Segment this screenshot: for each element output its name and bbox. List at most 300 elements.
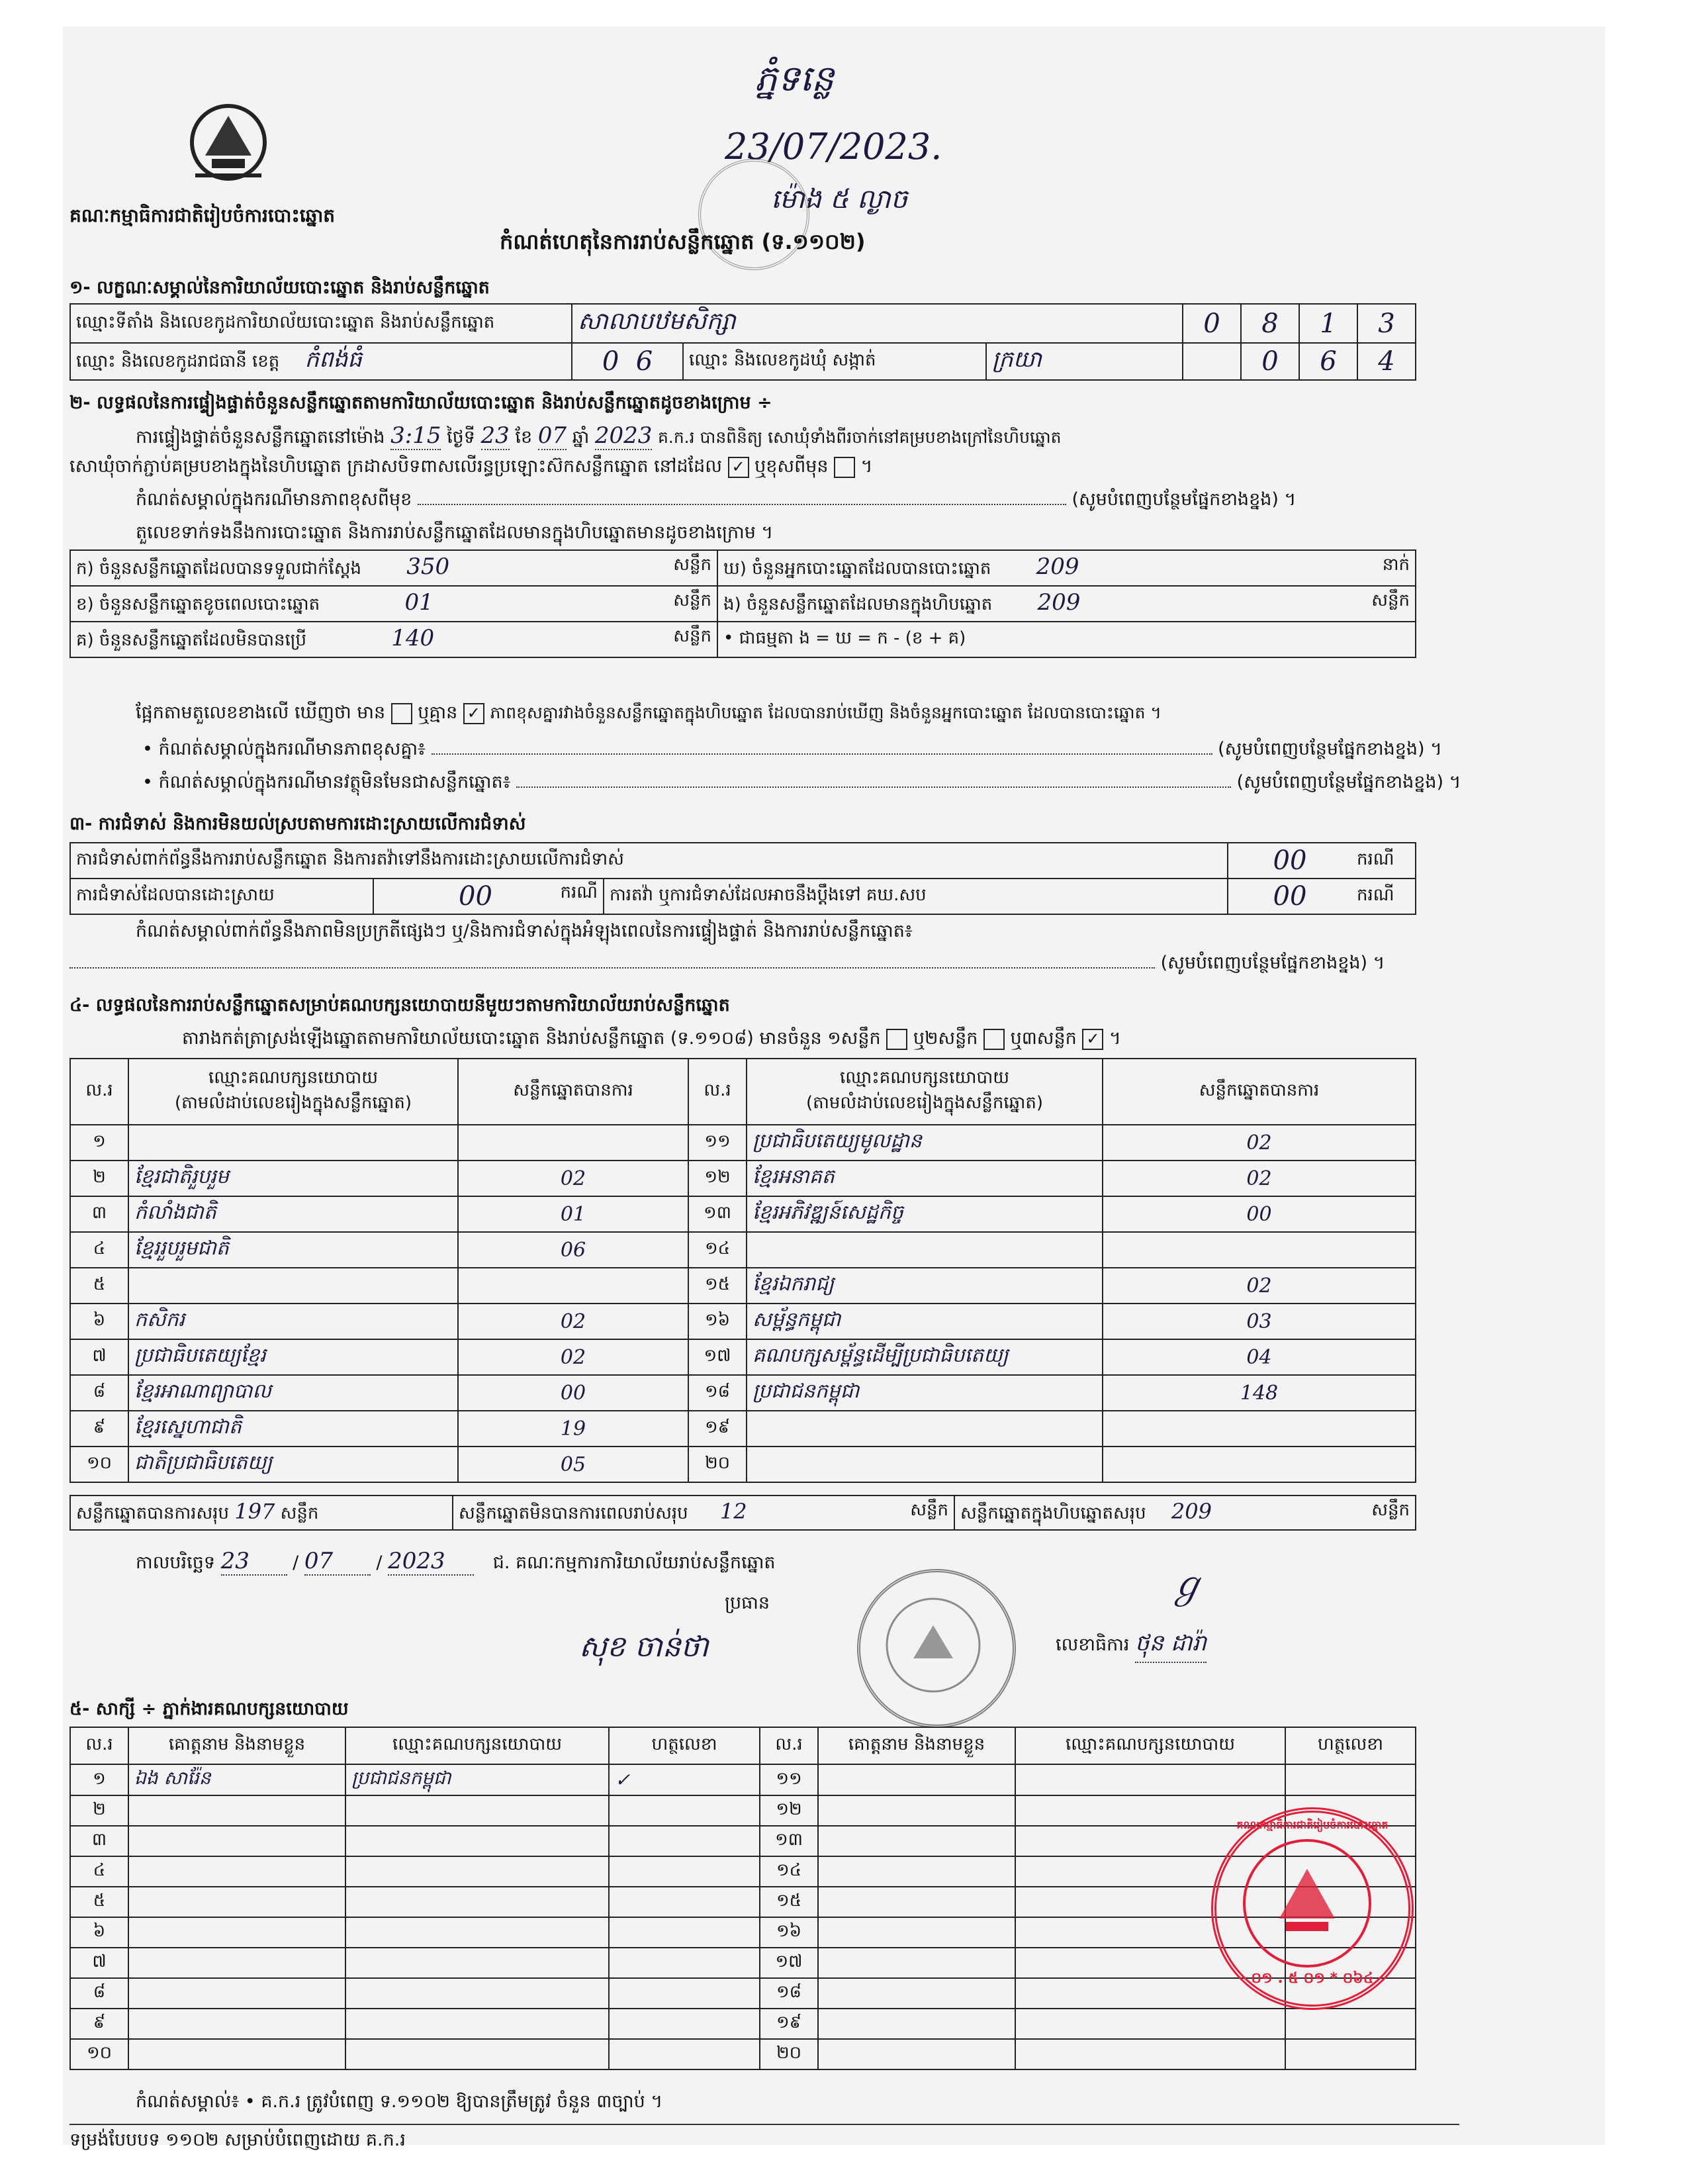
witness-no-right: ១២ xyxy=(760,1795,818,1826)
secretary-name: ថុន ដារ៉ា xyxy=(1135,1629,1207,1663)
h-votes-left: សន្លឹកឆ្នោតបានការ xyxy=(458,1059,688,1125)
witness-name-left xyxy=(128,1948,345,1978)
h-party-right-1: ឈ្មោះគណបក្សនយោបាយ xyxy=(840,1068,1009,1088)
sec3-note-field[interactable] xyxy=(69,967,1155,969)
witness-sign-left xyxy=(609,2009,760,2039)
appeal-label: ការតវ៉ា ឬការជំទាស់ដែលអាចនឹងប្តឹងទៅ គឃ.សប xyxy=(604,878,1228,914)
witness-sign-left xyxy=(609,1978,760,2009)
date-year: 2023 xyxy=(388,1548,474,1576)
commune-value: ក្រយា xyxy=(986,343,1183,380)
result-votes-right: 04 xyxy=(1103,1339,1416,1375)
date-day: 23 xyxy=(221,1548,287,1576)
result-votes-left: 01 xyxy=(458,1196,688,1232)
witness-no-right: ១៧ xyxy=(760,1948,818,1978)
result-no-left: ១០ xyxy=(70,1447,128,1482)
sheet1-checkbox[interactable] xyxy=(886,1029,907,1050)
objection-unit: ករណី xyxy=(1351,843,1416,878)
result-no-right: ១៣ xyxy=(688,1196,747,1232)
total-invalid-value: 12 xyxy=(719,1498,747,1524)
count-b-value: 01 xyxy=(404,589,433,616)
count-a-value: 350 xyxy=(406,553,450,580)
witness-no-left: ១០ xyxy=(70,2039,128,2069)
date-line: កាលបរិច្ឆេទ 23 / 07 / 2023 ជ. គណៈកម្មការការិយាល័យរាប់សន្លឹកឆ្នោត xyxy=(136,1548,776,1574)
result-votes-left xyxy=(458,1268,688,1304)
result-votes-left: 02 xyxy=(458,1161,688,1196)
witness-row xyxy=(70,1826,1416,1856)
counts-table xyxy=(69,549,1416,658)
total-valid-label: សន្លឹកឆ្នោតបានការសរុប xyxy=(76,1503,230,1523)
sec1-title: ១- លក្ខណៈសម្គាល់នៃការិយាល័យបោះឆ្នោត និងរាប់សន្លឹកឆ្នោត xyxy=(69,277,490,298)
witness-row xyxy=(70,1948,1416,1978)
witness-name-right[interactable] xyxy=(818,1978,1015,2009)
result-row xyxy=(70,1232,1416,1268)
w-h-sign-right: ហត្ថលេខា xyxy=(1285,1727,1416,1764)
resolved-value: 00 xyxy=(459,881,492,912)
count-d-label: ឃ) ចំនួនអ្នកបោះឆ្នោតដែលបានបោះឆ្នោត xyxy=(723,559,991,579)
total-box-label: សន្លឹកឆ្នោតក្នុងហិបឆ្នោតសរុប xyxy=(960,1503,1146,1523)
result-votes-left: 06 xyxy=(458,1232,688,1268)
result-party-left xyxy=(128,1268,458,1304)
red-stamp-number: ០១ . ៥ ០១ * ០៦៤ xyxy=(1251,1970,1374,1987)
witness-no-left: ៩ xyxy=(70,2009,128,2039)
witness-name-left xyxy=(128,1856,345,1887)
witness-party-left xyxy=(345,1978,609,2009)
resolved-label: ការជំទាស់ដែលបានដោះស្រាយ xyxy=(70,878,373,914)
result-row xyxy=(70,1268,1416,1304)
station-code-4: 3 xyxy=(1357,304,1416,343)
witness-no-right: ១៨ xyxy=(760,1978,818,2009)
sec3-note-line xyxy=(69,952,1385,978)
witness-row xyxy=(70,1764,1416,1795)
witness-name-left xyxy=(128,1826,345,1856)
total-valid-value: 197 xyxy=(234,1498,275,1524)
witness-name-right[interactable] xyxy=(818,1887,1015,1917)
count-e-unit: សន្លឹក xyxy=(1371,591,1410,610)
result-no-right: ១៥ xyxy=(688,1268,747,1304)
h-no-left: ល.រ xyxy=(70,1059,128,1125)
result-no-right: ១៦ xyxy=(688,1304,747,1339)
diff-none-label: ឬគ្មាន xyxy=(418,702,458,723)
h-party-left-2: (តាមលំដាប់លេខរៀងក្នុងសន្លឹកឆ្នោត) xyxy=(174,1093,412,1113)
witness-party-right[interactable] xyxy=(1015,1764,1285,1795)
w-h-sign-left: ហត្ថលេខា xyxy=(609,1727,760,1764)
count-a-label: ក) ចំនួនសន្លឹកឆ្នោតដែលបានទទួលជាក់ស្តែង xyxy=(76,559,362,579)
witness-sign-right[interactable] xyxy=(1285,2009,1416,2039)
witness-name-left xyxy=(128,1887,345,1917)
h-party-left-1: ឈ្មោះគណបក្សនយោបាយ xyxy=(208,1068,378,1088)
result-votes-right: 00 xyxy=(1103,1196,1416,1232)
sec3-note-fill: (សូមបំពេញបន្ថែមផ្នែកខាងខ្នង) ។ xyxy=(1160,953,1385,973)
committee-label: ជ. គណៈកម្មការការិយាល័យរាប់សន្លឹកឆ្នោត xyxy=(492,1552,776,1573)
result-no-right: ១១ xyxy=(688,1125,747,1161)
result-no-right: ១៤ xyxy=(688,1232,747,1268)
total-box-value: 209 xyxy=(1171,1498,1212,1524)
check-month: 07 xyxy=(537,422,567,449)
result-no-left: ១ xyxy=(70,1125,128,1161)
station-value: សាលាបឋមសិក្សា xyxy=(572,304,1183,343)
province-code-1: 0 xyxy=(602,346,619,377)
secretary-signature: ℊ xyxy=(1168,1564,1205,1607)
bullet1-label: • កំណត់សម្គាល់ក្នុងករណីមានភាពខុសគ្នា៖ xyxy=(142,739,426,759)
total-valid xyxy=(70,1496,453,1530)
witness-sign-right[interactable] xyxy=(1285,2039,1416,2069)
diff-has-checkbox[interactable] xyxy=(391,703,412,724)
sec2-bullet2 xyxy=(142,771,1461,797)
h-party-right xyxy=(747,1059,1103,1125)
result-party-right: ប្រជាធិបតេយ្យមូលដ្ឋាន xyxy=(747,1125,1103,1161)
sec3-title: ៣- ការជំទាស់ និងការមិនយល់ស្របតាមការដោះស្រាយលើការជំទាស់ xyxy=(69,814,526,834)
w-h-name-right: គោត្តនាម និងនាមខ្លួន xyxy=(818,1727,1015,1764)
result-votes-right: 02 xyxy=(1103,1161,1416,1196)
same-checkbox[interactable]: ✓ xyxy=(728,457,749,478)
w-h-party-right: ឈ្មោះគណបក្សនយោបាយ xyxy=(1015,1727,1285,1764)
count-d-unit: នាក់ xyxy=(1382,555,1410,575)
red-nec-stamp xyxy=(1211,1807,1414,2010)
changed-checkbox[interactable] xyxy=(834,457,855,478)
witness-sign-left xyxy=(609,1856,760,1887)
result-party-left: ខ្មែរអាណាព្យាបាល xyxy=(128,1375,458,1411)
secretary-label: លេខាធិការ xyxy=(1056,1635,1130,1655)
result-party-right: ប្រជាជនកម្ពុជា xyxy=(747,1375,1103,1411)
result-party-left: ខ្មែរជាតិរួបរួម xyxy=(128,1161,458,1196)
result-party-left: ប្រជាធិបតេយ្យខ្មែរ xyxy=(128,1339,458,1375)
province-label-text: ឈ្មោះ និងលេខកូដរាជធានី ខេត្ត xyxy=(76,352,280,371)
witness-sign-right[interactable] xyxy=(1285,1764,1416,1795)
total-invalid xyxy=(453,1496,954,1530)
witness-no-left: ៥ xyxy=(70,1887,128,1917)
total-box xyxy=(954,1496,1416,1530)
sec1-table xyxy=(69,303,1416,381)
sec3-table xyxy=(69,842,1416,915)
commune-code-3: 4 xyxy=(1357,343,1416,380)
total-invalid-unit: សន្លឹក xyxy=(910,1499,948,1520)
result-votes-left: 05 xyxy=(458,1447,688,1482)
w-h-name-left: គោត្តនាម និងនាមខ្លួន xyxy=(128,1727,345,1764)
sec2-text1c: ខែ xyxy=(515,427,533,448)
result-row xyxy=(70,1161,1416,1196)
witness-party-left: ប្រជាជនកម្ពុជា xyxy=(345,1764,609,1795)
w-h-party-left: ឈ្មោះគណបក្សនយោបាយ xyxy=(345,1727,609,1764)
witness-name-left xyxy=(128,2009,345,2039)
result-row xyxy=(70,1447,1416,1482)
secretary-line xyxy=(1056,1629,1207,1663)
date-month: 07 xyxy=(304,1548,371,1576)
count-b xyxy=(70,586,717,622)
result-no-left: ២ xyxy=(70,1161,128,1196)
objection-label: ការជំទាស់ពាក់ព័ន្ធនឹងការរាប់សន្លឹកឆ្នោត និងការតវ៉ាទៅនឹងការដោះស្រាយលើការជំទាស់ xyxy=(70,843,1228,878)
witness-sign-left xyxy=(609,1917,760,1948)
witness-party-left xyxy=(345,1795,609,1826)
bullet1-field[interactable] xyxy=(432,753,1212,755)
commune-code-2: 6 xyxy=(1299,343,1357,380)
total-invalid-label: សន្លឹកឆ្នោតមិនបានការពេលរាប់សរុប xyxy=(459,1503,688,1523)
result-party-right xyxy=(747,1447,1103,1482)
result-no-left: ៨ xyxy=(70,1375,128,1411)
sec2-text1a: ការផ្ទៀងផ្ទាត់ចំនួនសន្លឹកឆ្នោតនៅម៉ោង xyxy=(136,427,385,448)
footer-rule xyxy=(69,2124,1459,2125)
result-party-left: កំលាំងជាតិ xyxy=(128,1196,458,1232)
handwritten-date: 23/07/2023. xyxy=(725,126,942,167)
commune-code-blank xyxy=(1183,343,1241,380)
red-stamp-text: គណៈកម្មាធិការជាតិរៀបចំការបោះឆ្នោត xyxy=(1236,1819,1389,1831)
sec4-title: ៤- លទ្ធផលនៃការរាប់សន្លឹកឆ្នោតសម្រាប់គណបក្សនយោបាយនីមួយៗតាមការិយាល័យរាប់សន្លឹកឆ្នោត xyxy=(69,995,730,1016)
witness-name-right[interactable] xyxy=(818,2039,1015,2069)
count-b-unit: សន្លឹក xyxy=(673,591,711,610)
witness-no-right: ១៣ xyxy=(760,1826,818,1856)
province-label xyxy=(70,343,572,380)
commune-code-1: 0 xyxy=(1241,343,1299,380)
witness-name-right[interactable] xyxy=(818,1856,1015,1887)
count-formula: • ជាធម្មតា ង = ឃ = ក - (ខ + គ) xyxy=(717,622,1416,657)
total-valid-unit: សន្លឹក xyxy=(280,1503,319,1523)
diff-text: ភាពខុសគ្នារវាងចំនួនសន្លឹកឆ្នោតក្នុងហិបឆ្នោត ដែលបានរាប់ឃើញ និងចំនួនអ្នកបោះឆ្នោត ដែលបានបោះឆ្នោត ។ xyxy=(490,703,1162,722)
witness-name-right[interactable] xyxy=(818,1826,1015,1856)
check-day: 23 xyxy=(480,422,510,449)
witness-name-right[interactable] xyxy=(818,1917,1015,1948)
province-value: កំពង់ធំ xyxy=(304,346,362,373)
result-votes-right: 02 xyxy=(1103,1268,1416,1304)
witness-party-left xyxy=(345,2039,609,2069)
witness-no-left: ៧ xyxy=(70,1948,128,1978)
result-party-left: ខ្មែរស្នេហាជាតិ xyxy=(128,1411,458,1447)
result-row xyxy=(70,1375,1416,1411)
form-sheet xyxy=(63,26,1605,2150)
result-no-left: ៥ xyxy=(70,1268,128,1304)
count-c xyxy=(70,622,717,657)
station-code-3: 1 xyxy=(1299,304,1357,343)
result-row xyxy=(70,1196,1416,1232)
sheet2-label: ឬ២សន្លឹក xyxy=(913,1028,978,1049)
result-no-left: ៦ xyxy=(70,1304,128,1339)
appeal-value: 00 xyxy=(1228,878,1351,914)
sec2-line2: សោឃុំចាក់ភ្ជាប់គម្របខាងក្នុងនៃហិបឆ្នោត ក្រដាសបិទពាសលើរន្ធប្រឡោះស៊កសន្លឹកឆ្នោត នៅដដែល ✓ ឬខុសពីមុន ។ xyxy=(69,456,873,477)
witness-no-left: ២ xyxy=(70,1795,128,1826)
result-votes-left: 19 xyxy=(458,1411,688,1447)
sec2-note1-label: កំណត់សម្គាល់ក្នុងករណីមានភាពខុសពីមុខ xyxy=(136,489,412,510)
result-votes-left: 00 xyxy=(458,1375,688,1411)
resolved-unit: ករណី xyxy=(560,882,598,902)
province-code-2: 6 xyxy=(635,346,653,377)
witness-name-left xyxy=(128,1795,345,1826)
result-votes-right: 03 xyxy=(1103,1304,1416,1339)
witness-party-left xyxy=(345,1948,609,1978)
count-c-label: គ) ចំនួនសន្លឹកឆ្នោតដែលមិនបានប្រើ xyxy=(76,630,306,650)
count-c-value: 140 xyxy=(391,625,435,651)
count-e-label: ង) ចំនួនសន្លឹកឆ្នោតដែលមានក្នុងហិបឆ្នោត xyxy=(723,594,993,614)
result-party-left: កសិករ xyxy=(128,1304,458,1339)
witness-party-right[interactable] xyxy=(1015,2039,1285,2069)
result-party-left xyxy=(128,1125,458,1161)
result-no-right: ១៨ xyxy=(688,1375,747,1411)
sec2-line1 xyxy=(136,422,1420,452)
witness-name-left xyxy=(128,2039,345,2069)
sec2-title: ២- លទ្ធផលនៃការផ្ទៀងផ្ទាត់ចំនួនសន្លឹកឆ្នោតតាមការិយាល័យបោះឆ្នោត និងរាប់សន្លឹកឆ្នោតដូចខាងក្រោម ÷ xyxy=(69,393,772,413)
result-party-right: ខ្មែរអនាគត xyxy=(747,1161,1103,1196)
result-votes-left: 02 xyxy=(458,1304,688,1339)
result-no-left: ៤ xyxy=(70,1232,128,1268)
total-box-unit: សន្លឹក xyxy=(1371,1499,1410,1520)
sec3-note: កំណត់សម្គាល់ពាក់ព័ន្ធនឹងភាពមិនប្រក្រតីផ្សេងៗ ឬ/និងការជំទាស់ក្នុងអំឡុងពេលនៃការផ្ទៀងផ្ទាត់ និងការរាប់សន្លឹកឆ្នោត៖ xyxy=(136,921,913,941)
witness-no-right: ១៦ xyxy=(760,1917,818,1948)
province-code xyxy=(572,343,683,380)
witness-no-left: ៨ xyxy=(70,1978,128,2009)
witness-no-left: ៦ xyxy=(70,1917,128,1948)
h-votes-right: សន្លឹកឆ្នោតបានការ xyxy=(1103,1059,1416,1125)
result-no-left: ៣ xyxy=(70,1196,128,1232)
count-a-unit: សន្លឹក xyxy=(673,555,711,575)
date-label: កាលបរិច្ឆេទ xyxy=(136,1552,215,1573)
witness-no-left: ៣ xyxy=(70,1826,128,1856)
witness-no-right: ១១ xyxy=(760,1764,818,1795)
sec2-text1b: ថ្ងៃទី xyxy=(447,427,475,448)
result-votes-right xyxy=(1103,1447,1416,1482)
result-row xyxy=(70,1411,1416,1447)
witness-sign-left xyxy=(609,1795,760,1826)
count-e xyxy=(717,586,1416,622)
result-row xyxy=(70,1304,1416,1339)
w-h-no-right: ល.រ xyxy=(760,1727,818,1764)
handwritten-location: ភ្នំទន្លេ xyxy=(754,58,834,99)
h-no-right: ល.រ xyxy=(688,1059,747,1125)
bullet1-fill: (សូមបំពេញបន្ថែមផ្នែកខាងខ្នង) ។ xyxy=(1218,739,1442,759)
witness-row xyxy=(70,1978,1416,2009)
result-votes-left: 02 xyxy=(458,1339,688,1375)
result-no-right: ១៧ xyxy=(688,1339,747,1375)
bullet2-field[interactable] xyxy=(516,786,1231,788)
sec2-text1e: គ.ក.រ បានពិនិត្យ សោឃុំទាំងពីរចាក់នៅគម្របខាងក្រៅនៃហិបឆ្នោត xyxy=(658,428,1062,447)
bullet2-fill: (សូមបំពេញបន្ថែមផ្នែកខាងខ្នង) ។ xyxy=(1236,772,1461,792)
resolved-cell xyxy=(373,878,604,914)
count-a xyxy=(70,550,717,586)
witness-no-left: ១ xyxy=(70,1764,128,1795)
witness-no-left: ៤ xyxy=(70,1856,128,1887)
sec4-intro: តារាងកត់ត្រាស្រង់ឡើងឆ្នោតតាមការិយាល័យបោះឆ្នោត និងរាប់សន្លឹកឆ្នោត (ទ.១១០៨) មានចំនួន ១សន្លឹក xyxy=(182,1028,881,1049)
witness-no-right: ១៥ xyxy=(760,1887,818,1917)
footnote: កំណត់សម្គាល់៖ • គ.ក.រ ត្រូវបំពេញ ទ.១១០២ ឱ្យបានត្រឹមត្រូវ ចំនួន ៣ច្បាប់ ។ xyxy=(136,2091,663,2112)
diff-none-checkbox[interactable]: ✓ xyxy=(463,703,484,724)
sec2-bullet1 xyxy=(142,738,1442,764)
witness-sign-left xyxy=(609,1826,760,1856)
witness-party-left xyxy=(345,1856,609,1887)
form-title: កំណត់ហេតុនៃការរាប់សន្លឹកឆ្នោត (ទ.១១០២) xyxy=(500,229,866,254)
station-label: ឈ្មោះទីតាំង និងលេខកូដការិយាល័យបោះឆ្នោត និងរាប់សន្លឹកឆ្នោត xyxy=(70,304,572,343)
witness-party-left xyxy=(345,1917,609,1948)
sec4-intro-line: តារាងកត់ត្រាស្រង់ឡើងឆ្នោតតាមការិយាល័យបោះឆ្នោត និងរាប់សន្លឹកឆ្នោត (ទ.១១០៨) មានចំនួន ១សន្លឹក ឬ២សន្លឹក ឬ៣សន្លឹក ✓ ។ xyxy=(182,1028,1121,1049)
witness-row xyxy=(70,2039,1416,2069)
result-party-right: ខ្មែរអភិវឌ្ឍន៍សេដ្ឋកិច្ច xyxy=(747,1196,1103,1232)
witness-name-right[interactable] xyxy=(818,1795,1015,1826)
sheet3-checkbox[interactable]: ✓ xyxy=(1082,1029,1103,1050)
sec2-note1-field[interactable] xyxy=(418,504,1066,505)
handwritten-time: ម៉ោង ៥ ល្ងាច xyxy=(771,184,908,214)
sec5-title: ៥- សាក្សី ÷ ភ្នាក់ងារគណបក្សនយោបាយ xyxy=(69,1699,349,1719)
witness-name-left xyxy=(128,1978,345,2009)
witness-party-right[interactable] xyxy=(1015,2009,1285,2039)
witness-no-right: ១៤ xyxy=(760,1856,818,1887)
result-party-left: ជាតិប្រជាធិបតេយ្យ xyxy=(128,1447,458,1482)
witness-row xyxy=(70,1795,1416,1826)
witness-party-left xyxy=(345,1887,609,1917)
footer-text: ទម្រង់បែបបទ ១១០២ សម្រាប់បំពេញដោយ គ.ក.រ xyxy=(69,2130,406,2150)
witness-party-left xyxy=(345,2009,609,2039)
result-party-right xyxy=(747,1232,1103,1268)
witness-no-right: ២០ xyxy=(760,2039,818,2069)
h-party-left xyxy=(128,1059,458,1125)
count-b-label: ខ) ចំនួនសន្លឹកឆ្នោតខូចពេលបោះឆ្នោត xyxy=(76,594,320,614)
diff-has-label: ផ្អែកតាមតួលេខខាងលើ ឃើញថា មាន xyxy=(136,702,386,723)
result-row xyxy=(70,1339,1416,1375)
result-row xyxy=(70,1125,1416,1161)
count-c-unit: សន្លឹក xyxy=(673,626,711,646)
witness-name-left: ឯង សារ៉ែន xyxy=(128,1764,345,1795)
sheet3-label: ឬ៣សន្លឹក xyxy=(1010,1028,1077,1049)
w-h-no-left: ល.រ xyxy=(70,1727,128,1764)
org-name: គណៈកម្មាធិការជាតិរៀបចំការបោះឆ្នោត xyxy=(69,205,336,226)
h-party-right-2: (តាមលំដាប់លេខរៀងក្នុងសន្លឹកឆ្នោត) xyxy=(805,1093,1044,1113)
count-e-value: 209 xyxy=(1037,589,1081,616)
count-d-value: 209 xyxy=(1036,553,1079,580)
station-code-1: 0 xyxy=(1183,304,1241,343)
result-party-left: ខ្មែររួបរួមជាតិ xyxy=(128,1232,458,1268)
result-no-right: ១២ xyxy=(688,1161,747,1196)
bullet2-label: • កំណត់សម្គាល់ក្នុងករណីមានវត្ថុមិនមែនជាសន្លឹកឆ្នោត៖ xyxy=(142,772,511,792)
station-code-2: 8 xyxy=(1241,304,1299,343)
appeal-unit: ករណី xyxy=(1351,878,1416,914)
president-signature: សុខ ចាន់ថា xyxy=(579,1630,709,1664)
result-votes-right: 02 xyxy=(1103,1125,1416,1161)
president-label: ប្រធាន xyxy=(725,1593,770,1613)
objection-value: 00 xyxy=(1228,843,1351,878)
sec2-text1d: ឆ្នាំ xyxy=(572,427,590,448)
result-votes-right xyxy=(1103,1411,1416,1447)
witness-sign-left xyxy=(609,2039,760,2069)
check-time: 3:15 xyxy=(390,422,441,449)
totals-table xyxy=(69,1495,1416,1531)
result-votes-left xyxy=(458,1125,688,1161)
witness-party-left xyxy=(345,1826,609,1856)
nec-logo xyxy=(185,96,271,195)
check-year: 2023 xyxy=(594,422,653,449)
witness-sign-left xyxy=(609,1948,760,1978)
committee-stamp xyxy=(857,1569,1016,1728)
result-party-right: គណបក្សសម្ព័ន្ធដើម្បីប្រជាធិបតេយ្យ xyxy=(747,1339,1103,1375)
witness-name-right[interactable] xyxy=(818,1948,1015,1978)
sec2-note1-fill: (សូមបំពេញបន្ថែមផ្នែកខាងខ្នង) ។ xyxy=(1071,489,1297,510)
result-party-right: សម្ព័ន្ធកម្ពុជា xyxy=(747,1304,1103,1339)
sec2-text2: សោឃុំចាក់ភ្ជាប់គម្របខាងក្នុងនៃហិបឆ្នោត ក្រដាសបិទពាសលើរន្ធប្រឡោះស៊កសន្លឹកឆ្នោត នៅដដែល xyxy=(69,456,722,477)
results-table xyxy=(69,1058,1416,1483)
changed-option-label: ឬខុសពីមុន xyxy=(754,456,829,477)
sheet2-checkbox[interactable] xyxy=(983,1029,1005,1050)
result-no-right: ១៩ xyxy=(688,1411,747,1447)
commune-label: ឈ្មោះ និងលេខកូដឃុំ សង្កាត់ xyxy=(683,343,986,380)
witness-name-right[interactable] xyxy=(818,1764,1015,1795)
witness-sign-left xyxy=(609,1887,760,1917)
sec2-diff-line xyxy=(136,702,1162,728)
result-party-right: ខ្មែរឯករាជ្យ xyxy=(747,1268,1103,1304)
result-votes-right: 148 xyxy=(1103,1375,1416,1411)
sec2-text3: តួលេខទាក់ទងនឹងការបោះឆ្នោត និងការរាប់សន្លឹកឆ្នោតដែលមានក្នុងហិបឆ្នោតមានដូចខាងក្រោម ។ xyxy=(136,522,774,543)
result-no-left: ៩ xyxy=(70,1411,128,1447)
result-party-right xyxy=(747,1411,1103,1447)
result-votes-right xyxy=(1103,1232,1416,1268)
result-no-right: ២០ xyxy=(688,1447,747,1482)
witness-name-right[interactable] xyxy=(818,2009,1015,2039)
result-no-left: ៧ xyxy=(70,1339,128,1375)
sec2-note1 xyxy=(136,489,1420,514)
witness-sign-left: ✓ xyxy=(609,1764,760,1795)
witness-name-left xyxy=(128,1917,345,1948)
